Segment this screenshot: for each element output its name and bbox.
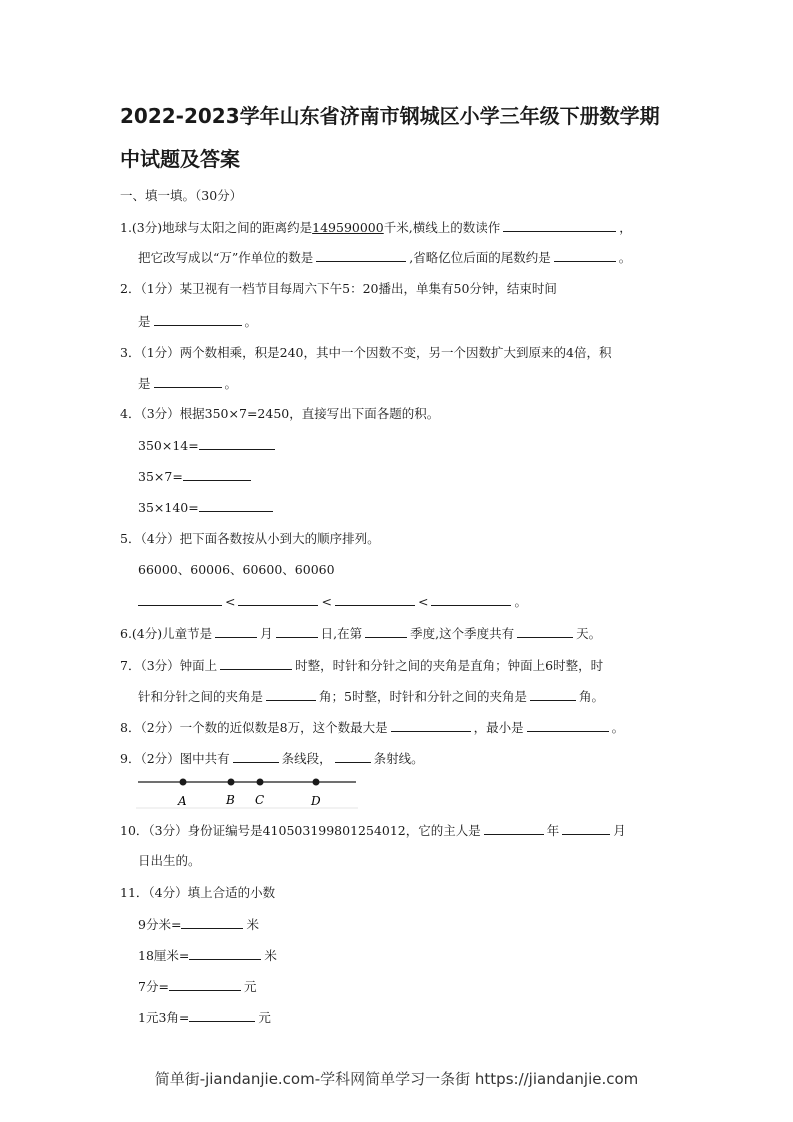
- q7-text-c: 针和分针之间的夹角是: [138, 689, 264, 704]
- q4-r2-blank[interactable]: [183, 467, 251, 481]
- q4-r1-text: 350×14=: [138, 438, 199, 453]
- q7-text-e: 角。: [578, 689, 604, 704]
- q11-r3a: 7分=: [138, 979, 169, 994]
- q1-text-f: 。: [618, 250, 632, 265]
- q10-text-b: 年: [546, 823, 560, 838]
- question-11-row-1: [138, 915, 259, 934]
- q5-end: 。: [514, 594, 527, 609]
- q6-text-a: 6.(4分)儿童节是: [120, 626, 213, 641]
- q9-label-c: C: [255, 793, 265, 807]
- q5-blank-1[interactable]: [138, 592, 222, 606]
- q1-text-d: 把它改写成以“万”作单位的数是: [138, 250, 314, 265]
- q9-label-b: B: [226, 793, 235, 807]
- q11-r4-blank[interactable]: [189, 1008, 255, 1022]
- q2-text-c: 。: [244, 314, 258, 329]
- question-6-line-1: [120, 624, 601, 643]
- q11-r2a: 18厘米=: [138, 948, 190, 963]
- question-4-row-1: [138, 436, 278, 455]
- q7-blank-hour[interactable]: [220, 656, 292, 670]
- question-3-line-2: [138, 374, 237, 393]
- q1-text-a: 1.(3分)地球与太阳之间的距离约是: [120, 220, 313, 235]
- q9-point-c: [255, 779, 264, 808]
- q11-r1b: 米: [246, 917, 259, 932]
- q9-point-b: [225, 779, 235, 808]
- question-4-row-2: [138, 467, 254, 486]
- q8-text-c: 。: [611, 720, 625, 735]
- question-1-line-1: [120, 218, 632, 237]
- q5-lt-3: <: [417, 594, 429, 609]
- question-7-line-2: [138, 687, 604, 706]
- q1-distance-number: 149590000: [312, 220, 384, 235]
- q6-blank-month[interactable]: [215, 624, 257, 638]
- q6-blank-day[interactable]: [276, 624, 318, 638]
- section-heading: 一、填一填。（30分）: [120, 188, 243, 203]
- q6-text-e: 天。: [576, 626, 602, 641]
- q10-text-a: 10．（3分）身份证编号是410503199801254012，它的主人是: [120, 823, 481, 838]
- q9-point-d: [310, 779, 321, 809]
- title-line-2: 中试题及答案: [120, 147, 240, 171]
- q7-text-d: 角；5时整，时针和分针之间的夹角是: [319, 689, 527, 704]
- q6-blank-days[interactable]: [517, 624, 573, 638]
- question-5-order-row: [138, 592, 527, 611]
- q9-text-b: 条线段，: [281, 751, 332, 766]
- page-footer: 简单街-jiandanjie.com-学科网简单学习一条街 https://jiandanjie.com: [154, 1070, 639, 1088]
- q7-text-b: 时整，时针和分针之间的夹角是直角；钟面上6时整，时: [295, 658, 604, 673]
- q11-r2-blank[interactable]: [189, 946, 261, 960]
- q11-r1a: 9分米=: [138, 917, 182, 932]
- q10-blank-month[interactable]: [562, 821, 610, 835]
- q10-blank-year[interactable]: [484, 821, 544, 835]
- q3-blank-product[interactable]: [154, 374, 222, 388]
- question-7-line-1: [120, 656, 603, 675]
- question-8-line-1: [120, 718, 624, 737]
- question-10-line-1: [120, 821, 626, 840]
- question-10-line-2: 日出生的。: [138, 853, 201, 868]
- q4-r3-text: 35×140=: [138, 500, 199, 515]
- q5-blank-4[interactable]: [431, 592, 511, 606]
- q4-r2-text: 35×7=: [138, 469, 183, 484]
- q4-r3-blank[interactable]: [199, 498, 273, 512]
- q8-blank-max[interactable]: [391, 718, 471, 732]
- question-11-row-4: [138, 1008, 271, 1027]
- q6-text-c: 日,在第: [320, 626, 363, 641]
- q4-r1-blank[interactable]: [199, 436, 275, 450]
- question-11-row-2: [138, 946, 277, 965]
- q6-text-b: 月: [260, 626, 273, 641]
- q9-text-c: 条射线。: [373, 751, 424, 766]
- q11-r4a: 1元3角=: [138, 1010, 190, 1025]
- q2-blank-end-time[interactable]: [154, 312, 242, 326]
- q6-blank-quarter[interactable]: [365, 624, 407, 638]
- question-5-numbers: 66000、60006、60600、60060: [138, 562, 335, 577]
- q1-blank-read[interactable]: [503, 218, 616, 232]
- q9-label-a: A: [178, 794, 187, 808]
- q9-text-a: 9．（2分）图中共有: [120, 751, 230, 766]
- q1-blank-wan[interactable]: [316, 248, 406, 262]
- q9-label-d: D: [311, 794, 321, 808]
- q1-text-b: 千米,横线上的数读作: [383, 220, 501, 235]
- q11-r2b: 米: [264, 948, 277, 963]
- question-5-line-1: 5．（4分）把下面各数按从小到大的顺序排列。: [120, 531, 380, 546]
- q7-blank-angle-5[interactable]: [530, 687, 576, 701]
- question-11-line-1: 11．（4分）填上合适的小数: [120, 885, 276, 900]
- q9-line-diagram: [136, 772, 358, 810]
- q3-text-b: 是: [138, 376, 151, 391]
- title-line-1: 2022-2023学年山东省济南市钢城区小学三年级下册数学期: [120, 104, 660, 128]
- q5-lt-1: <: [225, 594, 236, 609]
- question-9-line-1: [120, 749, 424, 768]
- q7-blank-angle-6[interactable]: [266, 687, 316, 701]
- q11-r3b: 元: [243, 979, 257, 994]
- q1-text-c: ，: [619, 220, 632, 235]
- question-2-line-1: 2．（1分）某卫视有一档节目每周六下午5：20播出，单集有50分钟，结束时间: [120, 281, 557, 296]
- q5-blank-2[interactable]: [238, 592, 318, 606]
- q11-r3-blank[interactable]: [169, 977, 241, 991]
- q9-blank-segments[interactable]: [233, 749, 279, 763]
- q5-lt-2: <: [321, 594, 332, 609]
- q11-r4b: 元: [258, 1010, 271, 1025]
- q1-text-e: ,省略亿位后面的尾数约是: [409, 250, 551, 265]
- q11-r1-blank[interactable]: [181, 915, 243, 929]
- question-11-row-3: [138, 977, 256, 996]
- q1-blank-yi[interactable]: [554, 248, 616, 262]
- question-4-line-1: 4．（3分）根据350×7=2450，直接写出下面各题的积。: [120, 406, 440, 421]
- q6-text-d: 季度,这个季度共有: [410, 626, 515, 641]
- question-4-row-3: [138, 498, 276, 517]
- question-1-line-2: [138, 248, 631, 267]
- q5-blank-3[interactable]: [335, 592, 415, 606]
- q9-blank-rays[interactable]: [335, 749, 371, 763]
- q8-text-b: ，最小是: [473, 720, 524, 735]
- q8-blank-min[interactable]: [527, 718, 609, 732]
- question-2-line-2: [138, 312, 257, 331]
- q3-text-c: 。: [224, 376, 238, 391]
- q2-text-b: 是: [138, 314, 151, 329]
- question-3-line-1: 3．（1分）两个数相乘，积是240，其中一个因数不变，另一个因数扩大到原来的4倍，积: [120, 345, 612, 360]
- q9-point-a: [177, 779, 187, 809]
- q7-text-a: 7．（3分）钟面上: [120, 658, 218, 673]
- q10-text-c: 月: [613, 823, 626, 838]
- q8-text-a: 8．（2分）一个数的近似数是8万，这个数最大是: [120, 720, 388, 735]
